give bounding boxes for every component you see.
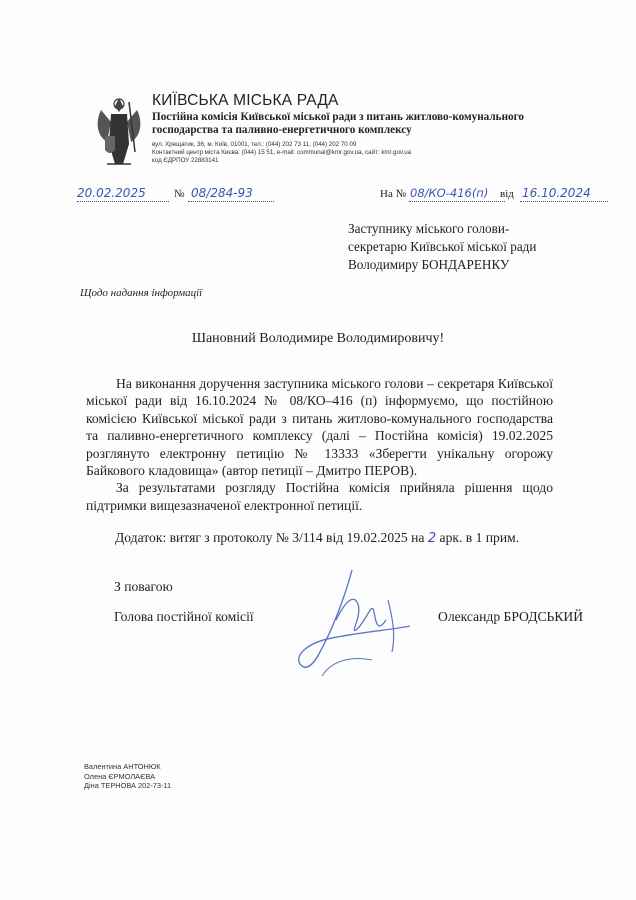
kyiv-emblem-icon: [93, 92, 145, 170]
organization-name: КИЇВСЬКА МІСЬКА РАДА: [152, 92, 339, 109]
executor-3: Діна ТЕРНОВА 202-73-11: [84, 781, 172, 790]
handwritten-signature: [292, 560, 422, 680]
attachment-prefix: Додаток: витяг з протоколу № 3/114 від 19.02.2025 на: [115, 530, 425, 545]
letter-body: [86, 375, 553, 514]
addressee-line-1: Заступнику міського голови-: [348, 221, 510, 236]
addressee-line-2: секретарю Київської міської ради: [348, 239, 537, 254]
executor-2: Олена ЄРМОЛАЄВА: [84, 771, 156, 781]
closing-regards: З повагою: [114, 579, 173, 594]
executor-1: Валентина АНТОНЮК: [84, 762, 161, 771]
body-paragraph-2: За результатами розгляду Постійна комісія прийняла рішення щодо підтримки вищезазначеної електронної петиції.: [86, 480, 553, 513]
contacts-address: вул. Хрещатик, 36, м. Київ, 01001, тел.: (044) 202 73 11, (044) 202 70 09: [152, 141, 357, 148]
incoming-date-label: від: [500, 188, 514, 200]
signer-name: Олександр БРОДСЬКИЙ: [438, 609, 584, 624]
committee-line-1: Постійна комісія Київської міської ради з питань житлово-комунального: [152, 111, 525, 123]
incoming-number-label: На №: [380, 188, 407, 200]
incoming-date: 16.10.2024: [522, 186, 591, 200]
subject-line: Щодо надання інформації: [80, 287, 203, 299]
attachment-line: [115, 530, 519, 546]
contact-details: [152, 141, 582, 165]
outgoing-number: 08/284-93: [191, 186, 253, 200]
salutation: Шановний Володимире Володимировичу!: [191, 331, 445, 346]
attachment-suffix: арк. в 1 прим.: [439, 530, 520, 545]
contacts-center: Контактний центр міста Києва: (044) 15 51, e-mail: communal@kmr.gov.ua, сайт: kmr.gov.ua: [152, 149, 412, 156]
addressee-line-3: Володимиру БОНДАРЕНКУ: [348, 257, 510, 272]
committee-name: [152, 111, 572, 137]
signer-position: Голова постійної комісії: [114, 609, 254, 624]
committee-line-2: господарства та паливно-енергетичного комплексу: [152, 124, 412, 136]
incoming-number: 08/КО-416(п): [410, 186, 489, 200]
body-paragraph-1: На виконання доручення заступника міського голови – секретаря Київської міської ради від 16.10.2024 № 08/КО–416 (п) інформуємо, що постійною комісією Київської міської ради з питань житлово-комунального господарства та паливно-енергетичного комплексу (далі – Постійна комісія) 19.02.2025 розглянуто електронну петицію № 13333 «Зберегти унікальну огорожу Байкового кладовища» (автор петиції – Дмитро ПЕРОВ).: [86, 376, 553, 479]
outgoing-number-label: №: [174, 188, 185, 200]
outgoing-date: 20.02.2025: [77, 186, 146, 200]
contacts-edrpou: код ЄДРПОУ 22883141: [152, 157, 219, 164]
executors-block: [84, 762, 171, 791]
attachment-sheets: 2: [427, 531, 437, 546]
addressee-block: [348, 220, 536, 274]
